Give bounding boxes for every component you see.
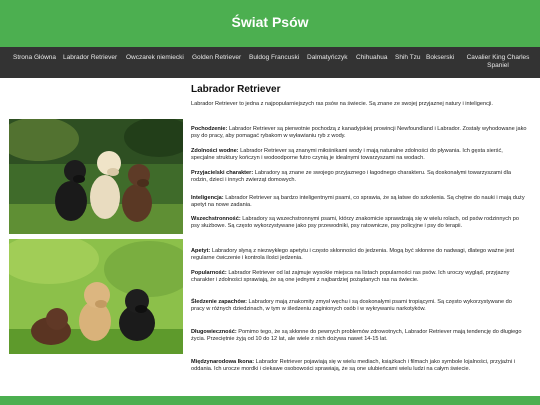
nav-item-cavalier[interactable]: Cavalier King Charles Spaniel bbox=[466, 54, 530, 69]
nav-item-shih-tzu[interactable]: Shih Tzu bbox=[395, 54, 421, 61]
section-label: Apetyt: bbox=[191, 248, 211, 254]
section-pochodzenie bbox=[191, 126, 527, 141]
section-text: Labrador Retriever są pierwotnie pochodzą z kanadyjskiej prowincji Newfoundland i Labrador. Zostały wyhodowane jako psy do pracy, aby pomagać rybakom w wyławianiu ryb z wody. bbox=[191, 126, 527, 140]
section-label: Międzynarodowa Ikona: bbox=[191, 359, 255, 365]
section-charakter bbox=[191, 170, 527, 185]
nav-item-chihuahua[interactable]: Chihuahua bbox=[356, 54, 388, 61]
site-footer bbox=[0, 396, 540, 405]
section-label: Popularność: bbox=[191, 270, 227, 276]
section-text: Labrador Retriever są znanymi miłośnikami wody i mają naturalne zdolności do pływania. Ich gęsta sierść, specjalne struktury kończyn i wodoodporne futro czynią je idealnymi towarzyszami na wodach. bbox=[191, 148, 503, 162]
section-label: Wszechstronność: bbox=[191, 216, 241, 222]
nav-item-buldog[interactable]: Buldog Francuski bbox=[249, 54, 300, 61]
section-sledzenie bbox=[191, 299, 527, 314]
nav-item-bokserski[interactable]: Bokserski bbox=[426, 54, 455, 61]
section-popularnosc bbox=[191, 270, 527, 285]
section-label: Długowieczność: bbox=[191, 329, 237, 335]
nav-item-dalmatynczyk[interactable]: Dalmatyńczyk bbox=[307, 54, 348, 61]
section-text: Labradory słyną z niezwykłego apetytu i często skłonności do jedzenia. Mogą być skłonne do nadwagi, dlatego ważne jest regularne ćwiczenie i kontrola ilości jedzenia. bbox=[191, 248, 515, 262]
nav-item-golden[interactable]: Golden Retriever bbox=[192, 54, 242, 61]
section-label: Śledzenie zapachów: bbox=[191, 299, 247, 305]
section-label: Przyjacielski charakter: bbox=[191, 170, 254, 176]
section-zdolnosci-wodne bbox=[191, 148, 527, 163]
section-text: Labrador Retriever są bardzo inteligentnymi psami, co sprawia, że są łatwe do szkolenia. Są chętne do nauki i mają duży apetyt na nowe zadania. bbox=[191, 195, 525, 209]
section-label: Pochodzenie: bbox=[191, 126, 228, 132]
nav-item-labrador[interactable]: Labrador Retriever bbox=[63, 54, 118, 61]
article-title: Labrador Retriever bbox=[191, 84, 281, 95]
section-ikona bbox=[191, 359, 527, 374]
nav-item-owczarek[interactable]: Owczarek niemiecki bbox=[126, 54, 184, 61]
section-text: Labradory mają znakomity zmysł węchu i są doskonałymi psami tropiącymi. Są często wykorzystywane do pracy w różnych dziedzinach, w tym w śledzeniu zaginionych osób i w wykrywaniu narkotyków. bbox=[191, 299, 512, 313]
section-text: Labrador Retriever od lat zajmuje wysokie miejsca na listach popularności ras psów. Ich uroczy wygląd, przyjazny charakter i zdolności sprawiają, że są one jednymi z najbardziej pożądanych ras na świecie. bbox=[191, 270, 510, 284]
section-label: Inteligencja: bbox=[191, 195, 224, 201]
nav-item-home[interactable]: Strona Główna bbox=[13, 54, 56, 61]
labrador-puppies-photo bbox=[9, 239, 183, 354]
section-text: Labrador Retriever pojawiają się w wielu mediach, książkach i filmach jako symbole lojalności, przyjaźni i oddania. Ich urocze mordki i ciekawe osobowości sprawiają, że są one ulubieńcami wielu ludzi na całym świecie. bbox=[191, 359, 515, 373]
main-nav bbox=[0, 47, 540, 78]
section-dlugowiecznosc bbox=[191, 329, 527, 344]
section-label: Zdolności wodne: bbox=[191, 148, 239, 154]
labradors-grass-photo bbox=[9, 119, 183, 234]
section-text: Labradory są wszechstronnymi psami, którzy znakomicie sprawdzają się w wielu rolach, od psów rodzinnych po psy służbowe. Są często wykorzystywane jako psy przewodniki, psy ratownicze, psy policyjne i psy do terapii. bbox=[191, 216, 519, 230]
section-text: Pomimo tego, że są skłonne do pewnych problemów zdrowotnych, Labrador Retriever mają tendencję do długiego życia. Przeciętnie żyją od 10 do 12 lat, ale wiele z nich dożywa nawet 14-15 lat. bbox=[191, 329, 522, 343]
section-wszechstronnosc bbox=[191, 216, 527, 231]
section-inteligencja bbox=[191, 195, 527, 210]
site-title: Świat Psów bbox=[231, 14, 309, 30]
article-intro: Labrador Retriever to jedna z najpopularniejszych ras psów na świecie. Są znane ze swojej przyjaznej natury i inteligencji. bbox=[191, 101, 493, 107]
site-header bbox=[0, 0, 540, 47]
section-apetyt bbox=[191, 248, 527, 263]
section-text: Labradory są znane ze swojego przyjaznego i łagodnego charakteru. Są doskonałymi towarzyszami dla rodzin, dzieci i innych zwierząt domowych. bbox=[191, 170, 511, 184]
